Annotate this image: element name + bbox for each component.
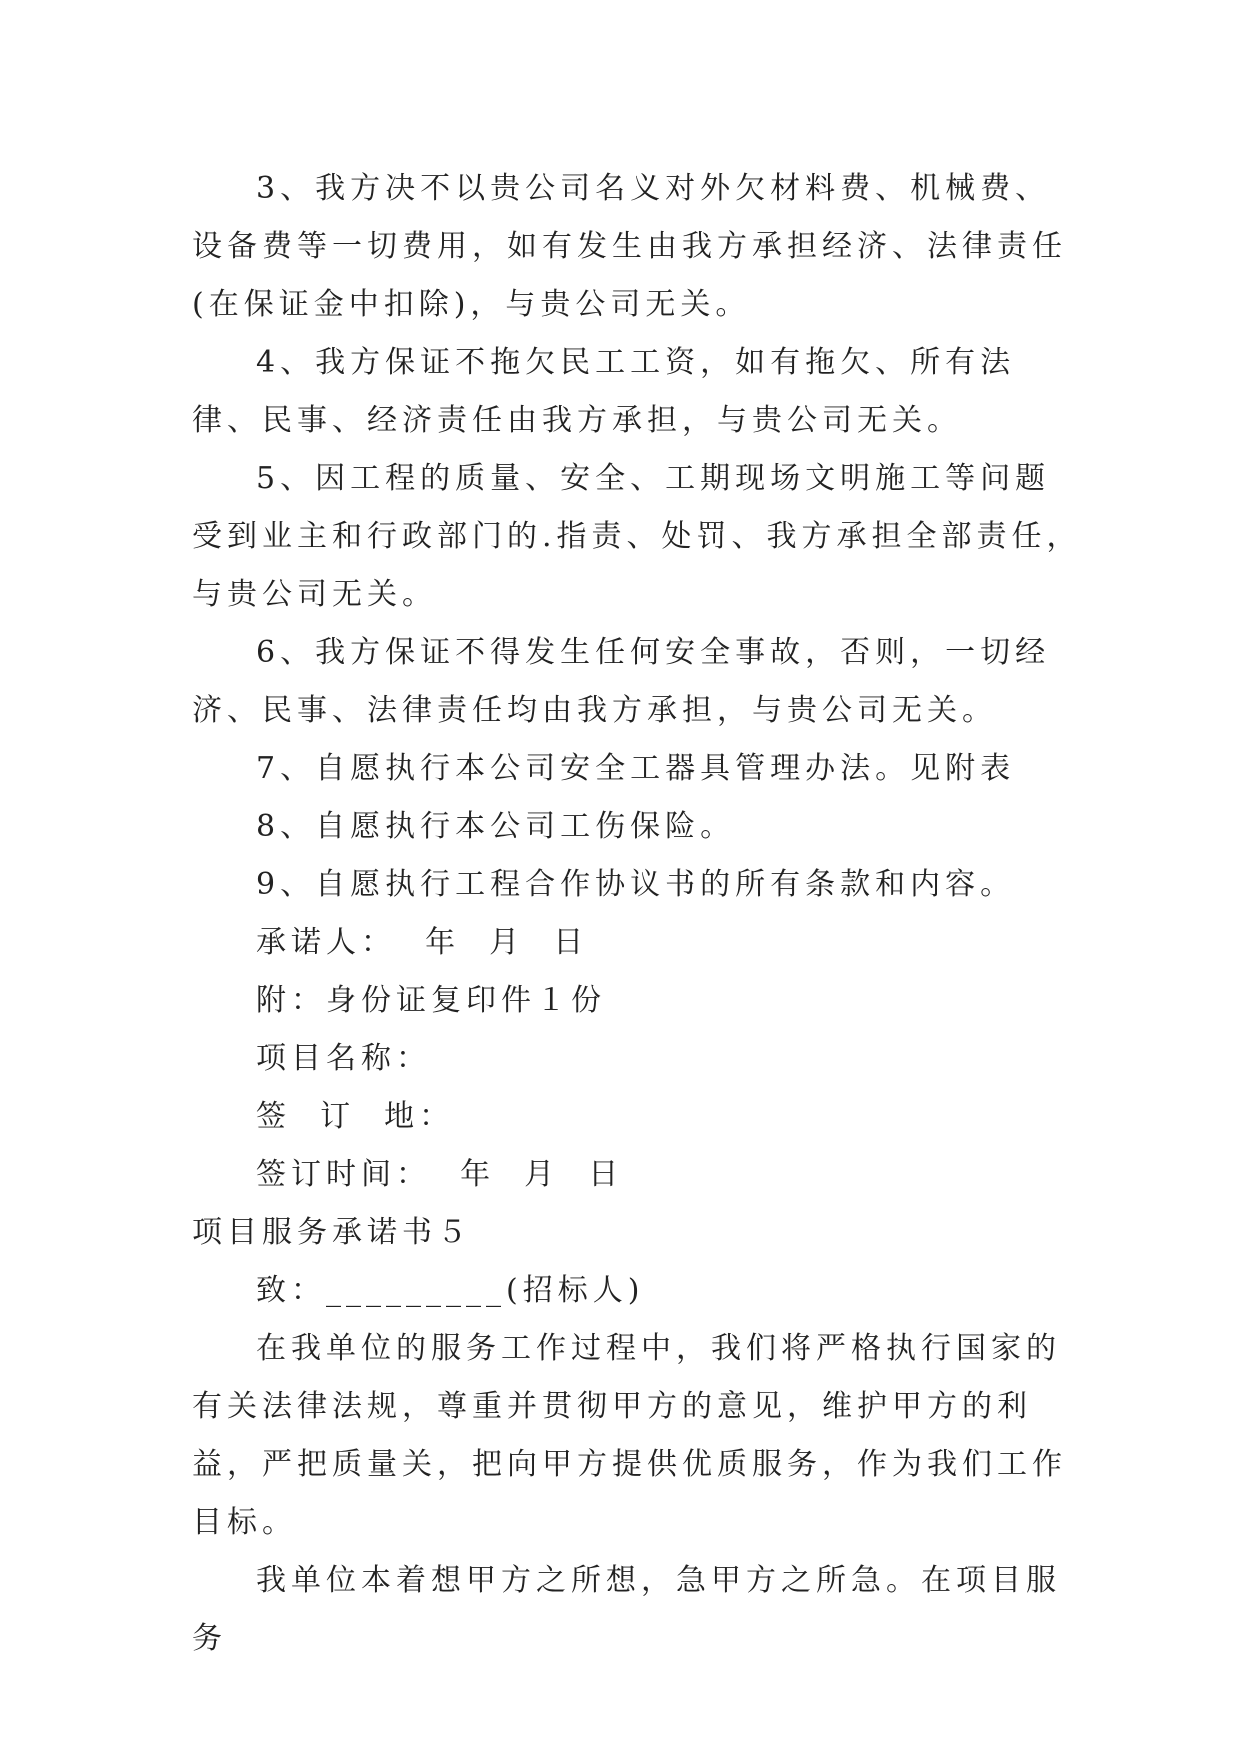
- attachment-line: 附：身份证复印件１份: [256, 983, 606, 1018]
- service-body-paragraph: 我单位本着想甲方之所想，急甲方之所急。在项目服务: [192, 1563, 1061, 1656]
- service-body-paragraph: 在我单位的服务工作过程中，我们将严格执行国家的有关法律法规，尊重并贯彻甲方的意见，维护甲方的利益，严把质量关，把向甲方提供优质服务，作为我们工作目标。: [192, 1331, 1067, 1540]
- recipient-line: 致：_________(招标人): [256, 1273, 645, 1308]
- clause-7-paragraph: 7、自愿执行本公司安全工器具管理办法。见附表: [256, 751, 1016, 786]
- clause-4-paragraph: 4、我方保证不拖欠民工工资，如有拖欠、所有法律、民事、经济责任由我方承担，与贵公司无关。: [192, 345, 1016, 438]
- clause-9-paragraph: 9、自愿执行工程合作协议书的所有条款和内容。: [256, 867, 1016, 902]
- clause-3-paragraph: 3、我方决不以贵公司名义对外欠材料费、机械费、设备费等一切费用，如有发生由我方承担经济、法律责任(在保证金中扣除)，与贵公司无关。: [192, 171, 1067, 322]
- clause-6-paragraph: 6、我方保证不得发生任何安全事故，否则，一切经济、民事、法律责任均由我方承担，与贵公司无关。: [192, 635, 1051, 728]
- signing-place-line: 签 订 地：: [256, 1099, 455, 1134]
- document-page: [192, 160, 1082, 1668]
- promisor-line: 承诺人： 年 月 日: [256, 925, 589, 960]
- section-title: 项目服务承诺书５: [192, 1215, 472, 1250]
- signing-time-line: 签订时间： 年 月 日: [256, 1157, 624, 1192]
- project-name-line: 项目名称：: [256, 1041, 431, 1076]
- clause-5-paragraph: 5、因工程的质量、安全、工期现场文明施工等问题受到业主和行政部门的.指责、处罚、我方承担全部责任，与贵公司无关。: [192, 461, 1082, 612]
- clause-8-paragraph: 8、自愿执行本公司工伤保险。: [256, 809, 736, 844]
